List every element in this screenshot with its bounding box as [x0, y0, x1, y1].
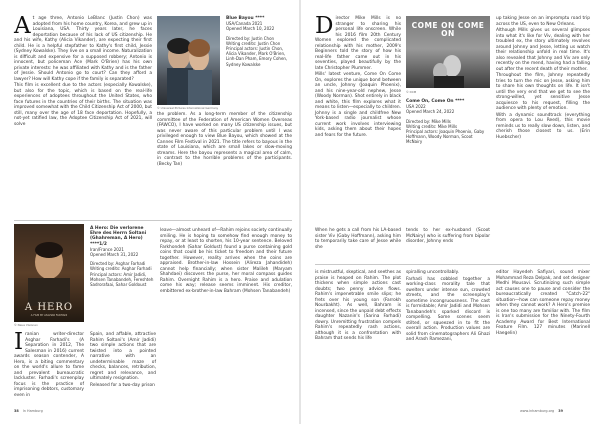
magazine-name: In Hamburg: [22, 409, 43, 413]
a-hero-cont-col1: [315, 270, 401, 343]
a-hero-info-title: A Hero: Die verlorene Ehre des Herrn Soltani (Ghahreman, A Hero) ****1/2: [90, 226, 147, 247]
section-divider: [14, 220, 292, 221]
review-come-on-col2b: [406, 228, 490, 246]
a-hero-caption: © Neue Visionen: [14, 323, 38, 327]
blue-bayou-info: [226, 16, 294, 67]
a-hero-info: [90, 226, 156, 287]
info-line: Iran/France 2021: [90, 246, 124, 252]
review-blue-bayou-col2: [157, 112, 292, 168]
page-number-left: 38: [14, 409, 19, 413]
blue-bayou-poster: [157, 16, 220, 105]
info-line: Writing credits: Asghar Farhadi: [90, 266, 152, 272]
dropcap-a: A: [14, 13, 31, 39]
come-on-p3b: tends to her ex-husband (Scoot McNairy) who is suffering from bipolar disorder, Johnny ends: [406, 228, 490, 244]
info-line: Principal actors: Joaquin Phoenix, Gaby Hoffmann, Woody Norman, Scoot McNairy: [406, 129, 485, 145]
a-hero-cont-c1: is mistrustful, skeptical, and seethes as praise is heaped on Rahim. The plot thickens when simple actions cast doubts; two penny advice flows. Rahim's impenetrable smile slips; he frets over his young son (Farrokh Nourbakht). As well, Bahram is incensed, since the unpaid debt effects daughter Nazanin's (Sarina Farhadi) dowry. Unremitting frustration compels Rahim's repeatedly rash actions, although it is a confrontation with Bahram that sends his life: [315, 270, 401, 341]
page-number-right: 39: [558, 409, 563, 413]
a-hero-cont-c2b: Farhadi has cobbled together a working-class morality tale that swelters under intense sun, crowded streets, and the screenplay's sometime incongruousness. The cast is formidable; Amir Jadidi and Mohsen Tanabandeh's sparked discord is compelling. Some scenes seem stilted, or squeezed in to fit the overall action. Production values are solid from cinematographers Ali Ghazi and Arash Ramezani,: [406, 276, 490, 342]
a-hero-col2: Spain, and affable, attractive Rahim Soltani's (Amir Jadidi) two simple actions that are twisted into a pointed narrative with an undeterminable maze of checks, balances, retribution, regret and relevance, and ultimately resignation.: [90, 332, 156, 381]
a-hero-cont-col3: [496, 270, 590, 337]
a-hero-cont-col2: [406, 270, 490, 344]
blue-bayou-caption: © Universal Pictures International Germany: [157, 106, 219, 110]
blue-bayou-p3: the problem. As a long-term member of the citizenship committee of the Federation of American Women Overseas (FAWCO), I have worked on many US citizenship issues, but was never aware of this particular problem until I was privileged enough to view Blue Bayou, which showed at the Cannes Film Festival in 2021. The title refers to bayous in the state of Louisiana, which are small lakes or slow-moving streams. Here the bayou represents a magical area of calm, in contrast to the horrible problems of the participants. (Becky Tan): [157, 112, 292, 167]
review-come-on-col1b: [315, 228, 401, 251]
a-hero-poster-sub: A FILM BY ASGHAR FARHADI: [30, 314, 68, 317]
come-on-p2: Mills' latest venture, Come On Come On, explores the unique bond between an uncle, Johnny (Joaquin Phoenix), and his nine-year-old nephew, Jesse (Woody Norman). Shot entirely in black and white, this film explores what it means to listen—especially to children. Johnny is a single and childfree New York-based radio journalist whose current work involves interviewing kids, asking them about their hopes and fears for the future.: [315, 72, 401, 138]
info-line: Opened March 24, 2022: [406, 109, 455, 115]
review-a-hero-col1: [14, 329, 84, 399]
a-hero-cont-c2: spiralling uncontrollably.: [406, 270, 459, 275]
info-line: Directed by: Asghar Farhadi: [90, 261, 146, 267]
a-hero-poster: [14, 224, 84, 322]
info-line: Opened March 10, 2022: [226, 26, 275, 32]
a-hero-col2b: Released for a two-day prison: [90, 382, 155, 388]
dropcap-d: D: [315, 13, 334, 39]
come-on-info-title: Come On, Come On ****: [406, 99, 465, 104]
a-hero-lead: ranian writer-director Asghar Farhadi's (A Separation in 2012, The Salesman in 2016) current awards season contender, A Hero, is a biting commentary on the world's allure to fame and prevalent bureaucratic lackluster. Farhadi's screenplay focus is the practice of imprisoning debtors, customary even in: [14, 332, 84, 398]
come-on-poster-art: [406, 16, 490, 88]
info-line: Writing credits: Justin Chon: [226, 40, 281, 46]
review-come-on-col3: [496, 16, 590, 141]
come-on-col3: up taking Jesse on an impromptu road trip across the US, even to New Orleans.: [496, 16, 590, 27]
magazine-url[interactable]: www.inhamburg.org: [520, 409, 555, 413]
blue-bayou-p2: This film is excellent due to the actors (especially Kowalske), but also for the topic, which is based on the real-life experiences of adoptees throughout the United States, who face futures in the countries of their births. The situation was improved somewhat with the Child Citizenship Act of 2000, but still, many over the age of 18 face deportation. Hopefully, a not-yet ratified law, the Adoptee Citizenship Act of 2021, will solve: [14, 83, 152, 127]
review-a-hero-middle: [160, 228, 292, 295]
info-line: Directed by: Mike Mills: [406, 118, 451, 124]
info-line: Directed by: Justin Chon: [226, 35, 275, 41]
a-hero-poster-title: A HERO: [24, 302, 74, 313]
come-on-col3b: Although Mills gives us several glimpses into what it's like for Viv, dealing with her troubled ex, the story ultimately revolves around Johnny and Jesse, letting us watch their relationship unfold in real time. It's also revealed that Johnny and Viv are only recently on the mend, having had a falling out after the recent death of their mother.: [496, 28, 590, 72]
blue-bayou-poster-art: [157, 16, 220, 105]
review-a-hero-col2: [90, 332, 156, 389]
come-on-poster: [406, 16, 490, 88]
left-footer: [14, 409, 43, 413]
come-on-p3: When he gets a call from his LA-based sister Viv (Gaby Hoffmann), asking him to temporarily take care of Jesse while she: [315, 228, 401, 250]
come-on-info: [406, 99, 490, 145]
info-line: USA 2022: [406, 104, 426, 110]
a-hero-mid: leave—almost unheard of—Rahim rejoins society continually smiling. He is hoping to somehow find enough money to repay, or at least to shorten, his 10-year sentence. Beloved Farkhondeh (Sahar Goldust) found a purse containing gold coins that could be his ticket to freedom and their future together. However, reality arrives when the coins are appraised. Brother-in-law Hossein (Alireza Jahandideh) cannot help financially; when sister Malileh (Maryam Shahdaei) discovers the purse, her moral compass guides Rahim. Overnight Rahim is a hero. Praise and adulation come his way; release seems imminent. His creditor, embittered ex-brother-in-law Bahram (Mohsen Tanabandeh): [160, 228, 292, 294]
right-footer: [520, 409, 563, 413]
come-on-poster-title: COME ON COME ON: [411, 21, 485, 38]
info-line: USA/Canada 2021: [226, 21, 263, 27]
blue-bayou-info-title: Blue Bayou ****: [226, 16, 265, 21]
info-line: Opened March 31, 2022: [90, 252, 139, 258]
blue-bayou-lead: t age three, Antonio LeBlanc (Justin Chon) was adopted from his home country, Korea, and grew up in Louisiana, USA. Thirty years later, he faces deportation because of his lack of US citizenship. He and his wife, Kathy (Alicia Vikander), are expecting their first child. He is a helpful stepfather to Kathy's first child, Jessie (Sydney Kowalske). They live on a small income. Naturalization is difficult and expensive for a supposed robbery; Antonio is innocent, but policeman Ace (Mark O'Brien) has his own private interests: he was affiliated with Kathy and is the father of Jessie. Should Antonio go to court? Can they afford a lawyer? How will Kathy cope if the family is separated?: [14, 16, 152, 82]
info-line: Writing credits: Mike Mills: [406, 123, 458, 129]
review-come-on-col1: [315, 13, 401, 139]
come-on-col3c: Throughout the film, Johnny repeatedly tries to turn the mic on Jesse, asking him to share his own thoughts on life. It isn't until the very end that we get to see the strong-willed, yet sensitive Jesse acquiesce to his request, filling the audience with plenty of emotion.: [496, 73, 590, 111]
come-on-col3d: With a dynamic soundtrack (everything from opera to Lou Reed), this movie reminds us to really slow down, listen, and cherish those closest to us. (Erin Huebscher): [496, 112, 590, 140]
a-hero-cont-c3: editor Hayedeh Safiyari, sound mixer Mohammad Reza Delpak, and set designer Medhi Mousavi. Scrutinizing such simple act causes one to pause and consider the bureaucratically created "Catch-22" situation—how can someone repay money when they cannot work? A Hero's premise is one too many are familiar with. The film is Iran's submission for the Ninety-Fourth Academy Award for Best International Feature Film. 127 minutes (Marinell Haegelin): [496, 270, 590, 336]
come-on-caption: © DCM: [406, 90, 417, 94]
come-on-lead: irector Mike Mills is no stranger to sharing his personal life onscreen. While his 2016 film 20th Century Women explored the complicated relationship with his mother, 2009's Beginners told the story of how his real-life father came out in his seventies, played beautifully by the late Christopher Plummer.: [315, 16, 401, 71]
dropcap-i: I: [14, 329, 24, 355]
info-line: Principal actors: Amir Jadidi, Mohsen Tanabandeh, Fereshteh Sadrorafaai, Sahar Goldoust: [90, 271, 154, 288]
section-divider: [315, 264, 590, 265]
info-line: Principal actors: Justin Chon, Alicia Vikander, Mark O'Brien, Linh-Dan Pham, Emory Cohen, Sydney Kowalske: [226, 46, 288, 67]
review-blue-bayou-col1: [14, 13, 152, 128]
